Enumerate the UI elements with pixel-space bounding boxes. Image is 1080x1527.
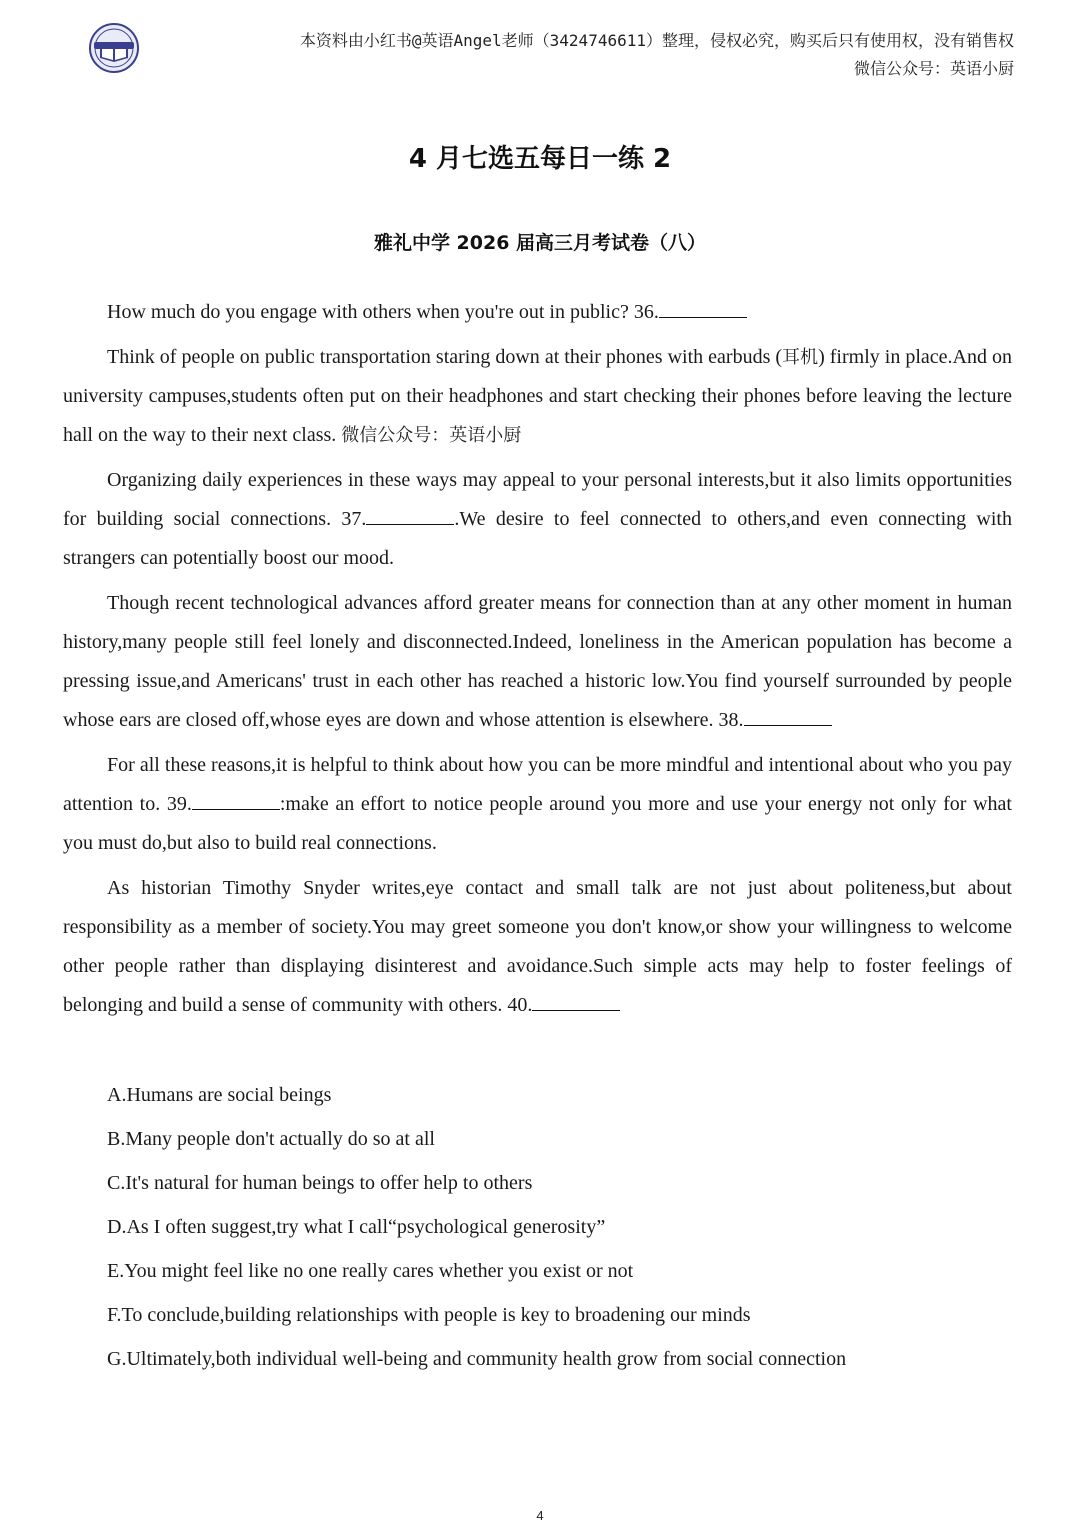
book-logo-icon <box>84 22 144 74</box>
page-subtitle: 雅礼中学 2026 届高三月考试卷（八） <box>373 232 707 254</box>
paragraph-2 <box>63 338 1012 455</box>
inline-watermark: 微信公众号：英语小厨 <box>341 425 522 446</box>
paragraph-3 <box>63 461 1012 578</box>
wechat-account: 微信公众号：英语小厨 <box>853 59 1014 78</box>
paragraph-3-before: Organizing daily experiences in these ways may appeal to your personal interests,but it also limits opportunities for building social connections. 37. <box>63 469 1012 530</box>
answer-blank-36 <box>659 295 747 318</box>
page-number: 4 <box>536 1508 544 1523</box>
answer-blank-40 <box>532 988 620 1011</box>
paragraph-1 <box>63 293 1012 332</box>
reading-passage <box>63 293 1012 1031</box>
option-a: A.Humans are social beings <box>107 1084 332 1106</box>
paragraph-6-text: As historian Timothy Snyder writes,eye contact and small talk are not just about politeness,but about responsibility as a member of society.You may greet someone you don't know,or show your willingness to welcome other people rather than displaying disinterest and avoidance.Such simple acts may help to foster feelings of belonging and build a sense of community with others. 40. <box>63 877 1012 1016</box>
paragraph-2-gloss: 耳机 <box>782 347 819 368</box>
answer-blank-38 <box>744 703 832 726</box>
paragraph-4 <box>63 584 1012 740</box>
paragraph-6 <box>63 869 1012 1025</box>
option-g: G.Ultimately,both individual well-being and community health grow from social connection <box>107 1348 847 1370</box>
brand-logo <box>84 22 144 74</box>
page-header <box>0 0 1080 90</box>
option-e: E.You might feel like no one really cares whether you exist or not <box>107 1260 634 1282</box>
answer-blank-39 <box>192 787 280 810</box>
option-d: D.As I often suggest,try what I call“psychological generosity” <box>107 1216 606 1238</box>
paragraph-5-before: For all these reasons,it is helpful to think about how you can be more mindful and intentional about who you pay attention to. 39. <box>63 754 1012 815</box>
paragraph-1-text: How much do you engage with others when you're out in public? 36. <box>107 301 659 323</box>
option-f: F.To conclude,building relationships with people is key to broadening our minds <box>107 1304 751 1326</box>
answer-blank-37 <box>366 502 454 525</box>
paragraph-4-text: Though recent technological advances afford greater means for connection than at any other moment in human history,many people still feel lonely and disconnected.Indeed, loneliness in the American population has become a pressing issue,and Americans' trust in each other has reached a historic low.You find yourself surrounded by people whose ears are closed off,whose eyes are down and whose attention is elsewhere. 38. <box>63 592 1012 731</box>
copyright-notice: 本资料由小红书@英语Angel老师（3424746611）整理，侵权必究，购买后只有使用权，没有销售权 <box>299 31 1014 50</box>
option-b: B.Many people don't actually do so at all <box>107 1128 435 1150</box>
paragraph-2-after: ) firmly in place.And on university campuses,students often put on their headphones and start checking their phones before leaving the lecture hall on the way to their next class. <box>63 346 1012 446</box>
paragraph-2-before: Think of people on public transportation staring down at their phones with earbuds ( <box>107 346 783 368</box>
page-title: 4 月七选五每日一练 2 <box>408 144 672 174</box>
answer-options <box>107 1080 846 1388</box>
paragraph-5-after: :make an effort to notice people around you more and use your energy not only for what you must do,but also to build real connections. <box>63 793 1012 854</box>
paragraph-3-after: .We desire to feel connected to others,and even connecting with strangers can potentially boost our mood. <box>63 508 1012 569</box>
paragraph-5 <box>63 746 1012 863</box>
option-c: C.It's natural for human beings to offer help to others <box>107 1172 533 1194</box>
